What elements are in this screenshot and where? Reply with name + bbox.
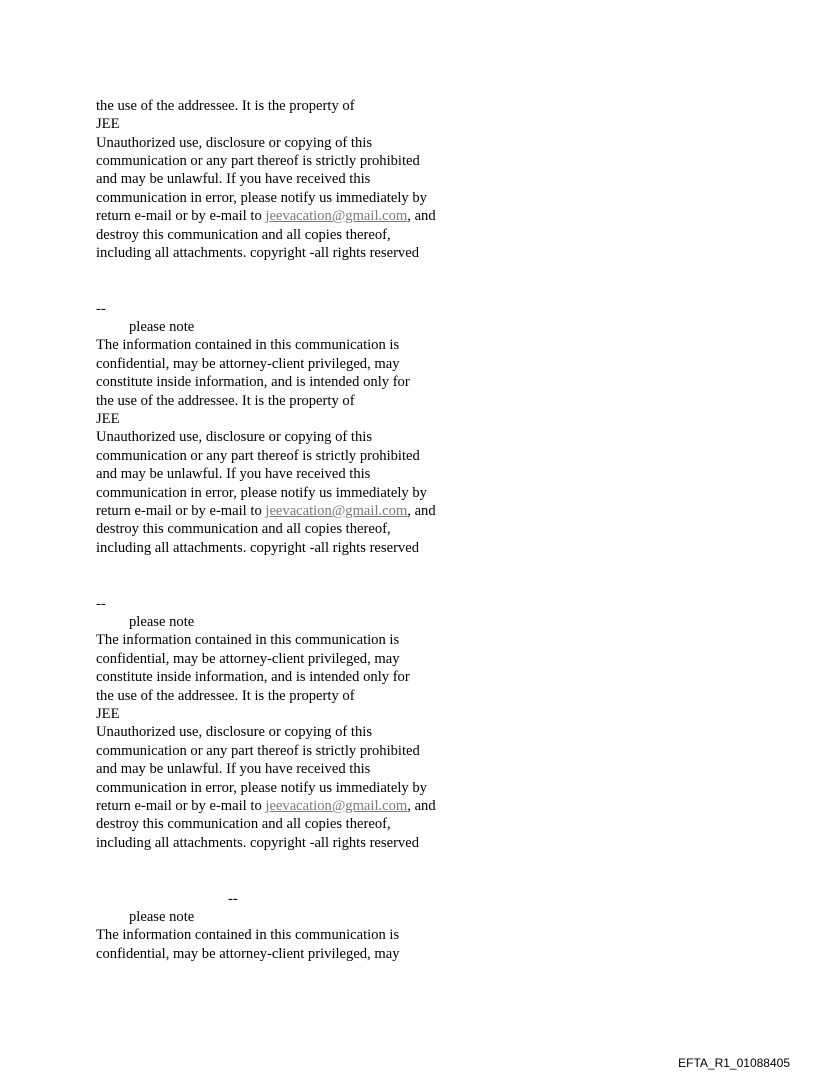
- notice-line: and may be unlawful. If you have received this: [96, 761, 371, 777]
- separator-dashes: --: [96, 301, 106, 317]
- notice-line: JEE: [96, 116, 120, 132]
- notice-line: destroy this communication and all copies thereof,: [96, 816, 391, 832]
- notice-line: communication in error, please notify us immediately by: [96, 780, 427, 796]
- notice-line: [96, 207, 436, 225]
- notice-line: and may be unlawful. If you have received this: [96, 171, 371, 187]
- notice-line: communication in error, please notify us immediately by: [96, 190, 427, 206]
- notice-line: The information contained in this communication is: [96, 632, 400, 648]
- notice-line: including all attachments. copyright -all rights reserved: [96, 540, 419, 556]
- email-link[interactable]: jeevacation@gmail.com: [265, 798, 408, 814]
- notice-line: The information contained in this communication is: [96, 927, 400, 943]
- notice-text: , and: [407, 798, 436, 814]
- email-link[interactable]: jeevacation@gmail.com: [265, 208, 408, 224]
- separator-dashes: --: [96, 596, 106, 612]
- notice-line: the use of the addressee. It is the property of: [96, 98, 355, 114]
- notice-line: destroy this communication and all copies thereof,: [96, 521, 391, 537]
- notice-line: confidential, may be attorney-client privileged, may: [96, 946, 400, 962]
- note-heading: please note: [129, 909, 195, 925]
- notice-text: return e-mail or by e-mail to: [96, 208, 266, 224]
- notice-line: constitute inside information, and is intended only for: [96, 374, 410, 390]
- note-heading: please note: [129, 319, 195, 335]
- notice-text: return e-mail or by e-mail to: [96, 798, 266, 814]
- notice-line: Unauthorized use, disclosure or copying of this: [96, 429, 373, 445]
- notice-text: return e-mail or by e-mail to: [96, 503, 266, 519]
- notice-line: Unauthorized use, disclosure or copying of this: [96, 135, 373, 151]
- bates-number: EFTA_R1_01088405: [678, 1056, 790, 1070]
- notice-line: communication or any part thereof is strictly prohibited: [96, 153, 420, 169]
- notice-line: confidential, may be attorney-client privileged, may: [96, 356, 400, 372]
- notice-line: including all attachments. copyright -all rights reserved: [96, 835, 419, 851]
- notice-text: , and: [407, 503, 436, 519]
- notice-line: confidential, may be attorney-client privileged, may: [96, 651, 400, 667]
- notice-line: JEE: [96, 706, 120, 722]
- notice-line: and may be unlawful. If you have received this: [96, 466, 371, 482]
- notice-line: Unauthorized use, disclosure or copying of this: [96, 724, 373, 740]
- notice-line: communication or any part thereof is strictly prohibited: [96, 448, 420, 464]
- notice-line: communication in error, please notify us immediately by: [96, 485, 427, 501]
- notice-line: including all attachments. copyright -all rights reserved: [96, 245, 419, 261]
- notice-line: JEE: [96, 411, 120, 427]
- notice-text: , and: [407, 208, 436, 224]
- notice-line: the use of the addressee. It is the property of: [96, 688, 355, 704]
- notice-line: [96, 797, 436, 815]
- separator-dashes: --: [228, 891, 238, 907]
- note-heading: please note: [129, 614, 195, 630]
- notice-line: communication or any part thereof is strictly prohibited: [96, 743, 420, 759]
- notice-line: destroy this communication and all copies thereof,: [96, 227, 391, 243]
- email-link[interactable]: jeevacation@gmail.com: [265, 503, 408, 519]
- notice-line: constitute inside information, and is intended only for: [96, 669, 410, 685]
- notice-line: The information contained in this communication is: [96, 337, 400, 353]
- notice-line: the use of the addressee. It is the property of: [96, 393, 355, 409]
- notice-line: [96, 502, 436, 520]
